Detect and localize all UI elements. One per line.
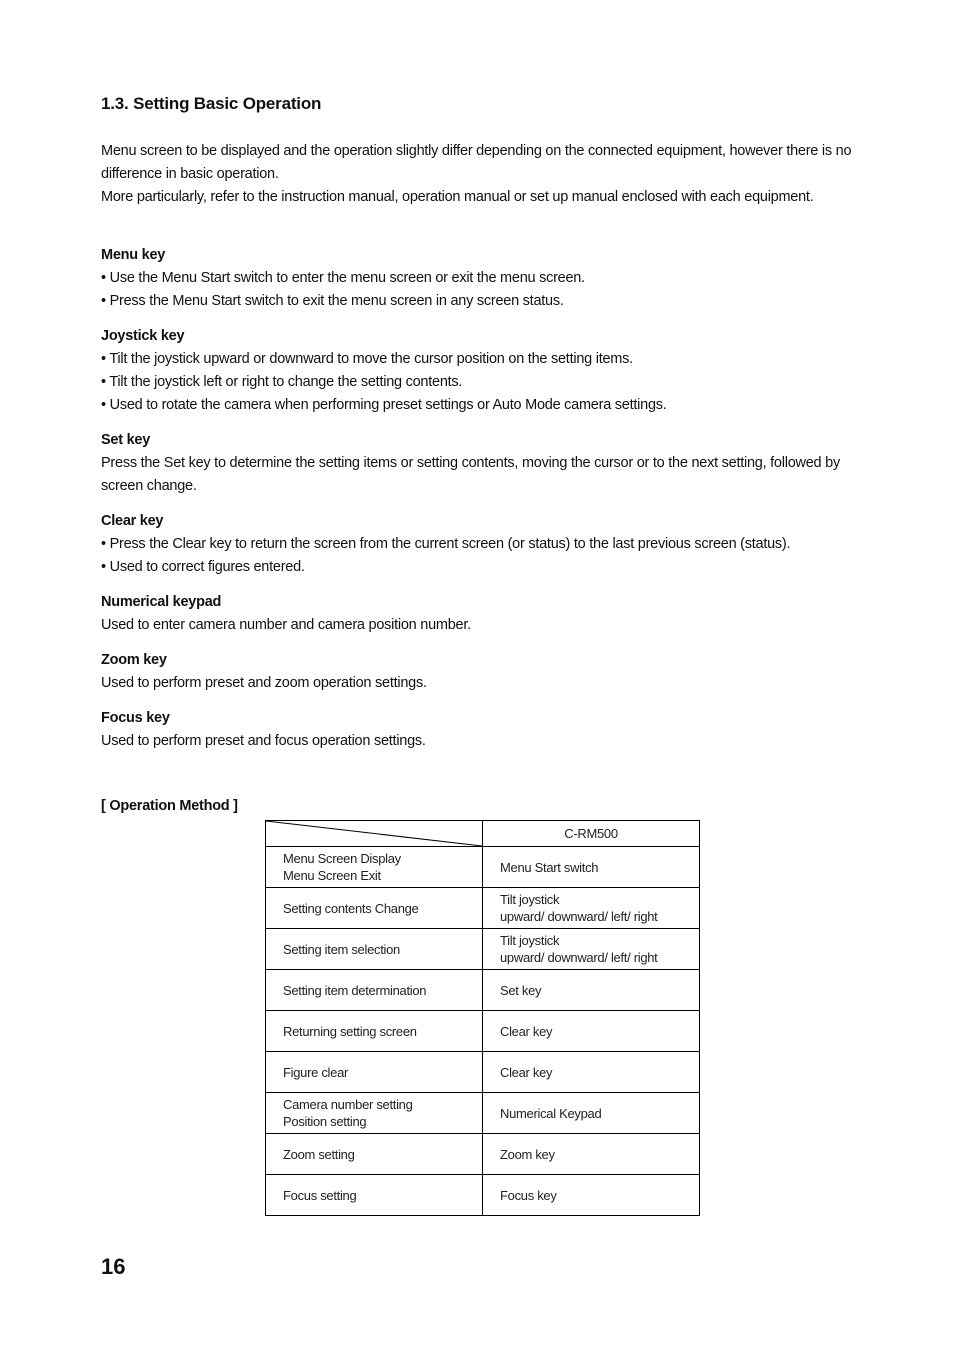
control-text: upward/ downward/ left/ right xyxy=(500,950,658,965)
key-line: • Used to correct figures entered. xyxy=(101,559,305,575)
key-line: • Tilt the joystick upward or downward to move the cursor position on the setting items. xyxy=(101,351,633,367)
control-cell xyxy=(483,1011,700,1052)
function-cell xyxy=(266,970,483,1011)
table-row xyxy=(266,929,700,970)
control-text: Clear key xyxy=(500,1064,553,1080)
key-title: Joystick key xyxy=(101,328,185,344)
function-text: Figure clear xyxy=(283,1064,349,1080)
key-block-clear xyxy=(101,510,871,579)
table-row xyxy=(266,1052,700,1093)
key-title: Set key xyxy=(101,432,151,448)
diagonal-divider xyxy=(266,821,482,846)
key-descriptions xyxy=(101,244,871,765)
control-cell xyxy=(483,970,700,1011)
control-text: Numerical Keypad xyxy=(500,1105,602,1121)
table-row xyxy=(266,1011,700,1052)
control-text: Tilt joystick xyxy=(500,933,560,948)
key-block-numerical-keypad xyxy=(101,591,871,637)
function-cell xyxy=(266,929,483,970)
table-corner-cell xyxy=(266,821,483,847)
key-line: • Use the Menu Start switch to enter the menu screen or exit the menu screen. xyxy=(101,270,585,286)
key-line: Press the Set key to determine the setting items or setting contents, moving the cursor or to the next setting, followed by screen change. xyxy=(101,455,840,494)
key-title: Numerical keypad xyxy=(101,594,222,610)
function-text: Menu Screen Exit xyxy=(283,868,381,883)
key-title: Clear key xyxy=(101,513,164,529)
control-cell xyxy=(483,1093,700,1134)
control-cell xyxy=(483,1175,700,1216)
key-title: Focus key xyxy=(101,710,170,726)
intro-line: More particularly, refer to the instruction manual, operation manual or set up manual enclosed with each equipment. xyxy=(101,189,814,205)
function-text: Position setting xyxy=(283,1114,367,1129)
section-title: 1.3. Setting Basic Operation xyxy=(101,94,322,113)
function-text: Returning setting screen xyxy=(283,1023,417,1039)
key-line: • Used to rotate the camera when performing preset settings or Auto Mode camera settings. xyxy=(101,397,667,413)
key-line: Used to perform preset and focus operation settings. xyxy=(101,733,426,749)
table-row xyxy=(266,970,700,1011)
function-cell xyxy=(266,1093,483,1134)
control-text: Focus key xyxy=(500,1187,557,1203)
key-block-zoom xyxy=(101,649,871,695)
device-header: C-RM500 xyxy=(483,821,700,847)
function-cell xyxy=(266,847,483,888)
function-text: Setting contents Change xyxy=(283,900,419,916)
function-text: Camera number setting xyxy=(283,1097,413,1112)
control-text: Set key xyxy=(500,982,542,998)
function-text: Focus setting xyxy=(283,1187,357,1203)
key-line: • Tilt the joystick left or right to change the setting contents. xyxy=(101,374,463,390)
page-number: 16 xyxy=(101,1254,126,1279)
table-row xyxy=(266,888,700,929)
key-block-joystick xyxy=(101,325,871,417)
function-text: Menu Screen Display xyxy=(283,851,401,866)
key-line: • Press the Menu Start switch to exit the menu screen in any screen status. xyxy=(101,293,564,309)
key-title: Zoom key xyxy=(101,652,167,668)
key-line: • Press the Clear key to return the screen from the current screen (or status) to the last previous screen (status). xyxy=(101,536,791,552)
operation-method-title: [ Operation Method ] xyxy=(101,798,238,814)
function-cell xyxy=(266,1011,483,1052)
key-block-menu xyxy=(101,244,871,313)
function-cell xyxy=(266,888,483,929)
control-text: Menu Start switch xyxy=(500,859,599,875)
function-text: Zoom setting xyxy=(283,1146,355,1162)
control-cell xyxy=(483,1052,700,1093)
key-block-set xyxy=(101,429,871,498)
control-cell xyxy=(483,888,700,929)
control-cell xyxy=(483,847,700,888)
function-cell xyxy=(266,1052,483,1093)
table-row xyxy=(266,1134,700,1175)
control-text: Zoom key xyxy=(500,1146,555,1162)
intro-line: Menu screen to be displayed and the operation slightly differ depending on the connected equipment, however there is no difference in basic operation. xyxy=(101,143,852,182)
control-text: Tilt joystick xyxy=(500,892,560,907)
control-text: Clear key xyxy=(500,1023,553,1039)
function-cell xyxy=(266,1175,483,1216)
table-row xyxy=(266,1175,700,1216)
function-cell xyxy=(266,1134,483,1175)
function-text: Setting item selection xyxy=(283,941,400,957)
intro-paragraph xyxy=(101,140,871,209)
operation-method-table xyxy=(265,820,700,1216)
control-cell xyxy=(483,929,700,970)
key-block-focus xyxy=(101,707,871,753)
control-text: upward/ downward/ left/ right xyxy=(500,909,658,924)
function-text: Setting item determination xyxy=(283,982,427,998)
table-header-row xyxy=(266,821,700,847)
table-row xyxy=(266,847,700,888)
control-cell xyxy=(483,1134,700,1175)
key-line: Used to perform preset and zoom operation settings. xyxy=(101,675,427,691)
key-line: Used to enter camera number and camera position number. xyxy=(101,617,471,633)
table-row xyxy=(266,1093,700,1134)
key-title: Menu key xyxy=(101,247,166,263)
